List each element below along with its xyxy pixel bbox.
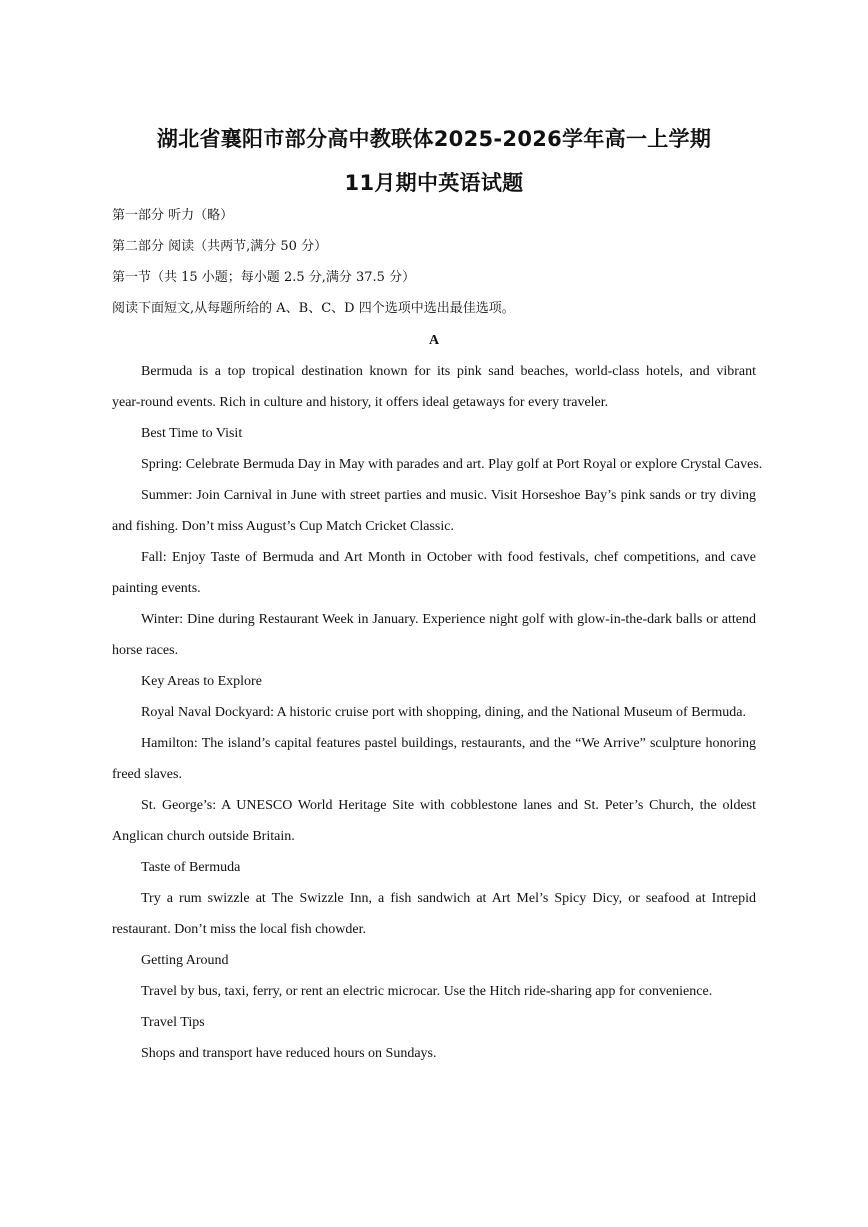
- section-one-heading: 第一节（共 15 小题；每小题 2.5 分,满分 37.5 分）: [112, 270, 416, 285]
- travel-tips-paragraph: Shops and transport have reduced hours on Sundays.: [141, 1046, 437, 1061]
- winter-paragraph-line-2: horse races.: [112, 643, 179, 658]
- dockyard-paragraph: Royal Naval Dockyard: A historic cruise port with shopping, dining, and the National Museum of Bermuda.: [141, 705, 747, 720]
- taste-paragraph-line-1: Try a rum swizzle at The Swizzle Inn, a fish sandwich at Art Mel’s Spicy Dicy, or seafood at Intrepid: [141, 891, 756, 906]
- taste-paragraph-line-2: restaurant. Don’t miss the local fish chowder.: [112, 922, 367, 937]
- getting-around-heading: Getting Around: [141, 953, 229, 968]
- best-time-heading: Best Time to Visit: [141, 426, 243, 441]
- summer-paragraph-line-2: and fishing. Don’t miss August’s Cup Match Cricket Classic.: [112, 519, 454, 534]
- key-areas-heading: Key Areas to Explore: [141, 674, 262, 689]
- fall-paragraph-line-2: painting events.: [112, 581, 201, 596]
- hamilton-paragraph-line-1: Hamilton: The island’s capital features pastel buildings, restaurants, and the “We Arrive” sculpture honoring: [141, 736, 756, 751]
- fall-paragraph-line-1: Fall: Enjoy Taste of Bermuda and Art Month in October with food festivals, chef competitions, and cave: [141, 550, 756, 565]
- winter-paragraph-line-1: Winter: Dine during Restaurant Week in January. Experience night golf with glow-in-the-dark balls or attend: [141, 612, 756, 627]
- intro-paragraph-line-2: year-round events. Rich in culture and history, it offers ideal getaways for every traveler.: [112, 395, 609, 410]
- getting-around-paragraph: Travel by bus, taxi, ferry, or rent an electric microcar. Use the Hitch ride-sharing app for convenience.: [141, 984, 713, 999]
- part-two-heading: 第二部分 阅读（共两节,满分 50 分）: [112, 239, 328, 254]
- spring-paragraph: Spring: Celebrate Bermuda Day in May with parades and art. Play golf at Port Royal or explore Crystal Caves.: [141, 457, 763, 472]
- travel-tips-heading: Travel Tips: [141, 1015, 205, 1030]
- summer-paragraph-line-1: Summer: Join Carnival in June with street parties and music. Visit Horseshoe Bay’s pink sands or try diving: [141, 488, 756, 503]
- exam-title-line-1: 湖北省襄阳市部分高中教联体2025-2026学年高一上学期: [156, 127, 712, 151]
- taste-heading: Taste of Bermuda: [141, 860, 241, 875]
- reading-directions: 阅读下面短文,从每题所给的 A、B、C、D 四个选项中选出最佳选项。: [112, 301, 515, 316]
- passage-label: A: [428, 333, 440, 348]
- hamilton-paragraph-line-2: freed slaves.: [112, 767, 182, 782]
- intro-paragraph-line-1: Bermuda is a top tropical destination known for its pink sand beaches, world-class hotels, and vibrant: [141, 364, 756, 379]
- part-one-heading: 第一部分 听力（略）: [112, 208, 234, 223]
- exam-title-line-2: 11月期中英语试题: [344, 171, 524, 195]
- st-georges-paragraph-line-1: St. George’s: A UNESCO World Heritage Site with cobblestone lanes and St. Peter’s Church, the oldest: [141, 798, 756, 813]
- st-georges-paragraph-line-2: Anglican church outside Britain.: [112, 829, 295, 844]
